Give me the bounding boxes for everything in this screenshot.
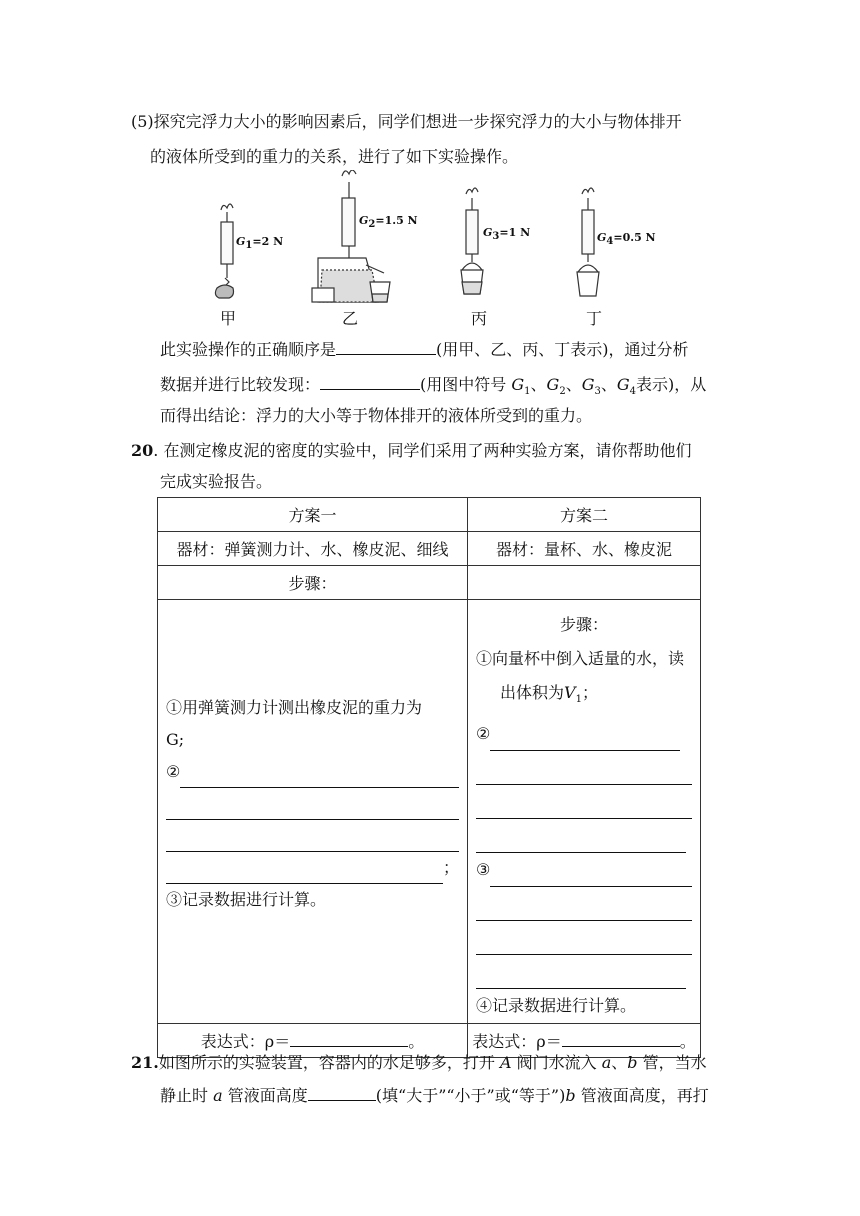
plan2-step1-cont: 出体积为$V_1$； [500,683,598,706]
plan2-step3-blank-2[interactable] [476,887,692,921]
q5-line-2 [150,146,518,168]
q20-number: 20 [131,441,154,460]
plan2-expression: 表达式：ρ＝ 。 [468,1024,701,1058]
plan1-expression-blank[interactable] [290,1030,408,1047]
q20-line-2: 完成实验报告。 [160,472,273,491]
figure-label-ding: 丁 [586,309,603,328]
table-steps-plan2: 步骤： ①向量杯中倒入适量的水，读 出体积为$V_1$； ② ③ ④记录数据进行计算。 [468,600,701,1024]
table-head-plan1: 方案一 [158,498,468,532]
plan2-step2-blank-4[interactable] [476,819,686,853]
plan2-step4: ④记录数据进行计算。 [476,996,637,1016]
answer-blank-compare[interactable] [320,373,420,390]
answer-blank-order[interactable] [336,338,436,355]
plan1-step3: ③记录数据进行计算。 [166,890,327,909]
table-steps-plan1: ①用弹簧测力计测出橡皮泥的重力为 G; ② ； ③记录数据进行计算。 [158,600,468,1024]
plan2-expression-blank[interactable] [562,1030,680,1047]
table-steps-label-plan1: 步骤： [158,566,468,600]
plan1-step2-label: ② [166,762,181,781]
reading-g1: $G_1=2$ N [236,235,284,252]
q5-line-3: 此实验操作的正确顺序是 (用甲、乙、丙、丁表示)，通过分析 [160,340,689,359]
q5-line-4: 数据并进行比较发现： (用图中符号 $G_1$、$G_2$、$G_3$、$G_4$表示)，从 [160,375,707,398]
spring-scale-bing [461,188,483,294]
spring-scale-ding [577,188,599,296]
plan2-steps-label: 步骤： [559,615,608,634]
plan2-step2-blank-1[interactable] [490,730,680,751]
plan1-step2-blank-2[interactable] [166,788,459,820]
plan1-step1: ①用弹簧测力计测出橡皮泥的重力为 [166,698,423,717]
figure-label-jia: 甲 [220,309,237,328]
q21-line-1: 21.如图所示的实验装置，容器内的水足够多，打开 A 阀门水流入 a、b 管，当水 [131,1053,707,1072]
plan1-step2-blank-4[interactable] [166,852,443,884]
table-head-plan2: 方案二 [468,498,701,532]
plan1-step2-blank-1[interactable] [180,767,459,788]
reading-g4: $G_4=0.5$ N [597,231,656,248]
spring-scale-yi [312,170,390,302]
plan1-expression: 表达式：ρ＝ 。 [158,1024,468,1058]
report-table [157,497,701,1058]
q5-text-1: (5)探究完浮力大小的影响因素后，同学们想进一步探究浮力的大小与物体排开 [131,112,682,131]
plan2-step3-blank-3[interactable] [476,921,692,955]
spring-scale-jia [215,204,233,298]
plan1-step1-cont: G; [166,730,185,749]
q5-line-5: 而得出结论：浮力的大小等于物体排开的液体所受到的重力。 [160,406,593,425]
figure-label-yi: 乙 [342,309,359,328]
reading-g3: $G_3=1$ N [483,226,531,243]
table-equip-plan2: 器材：量杯、水、橡皮泥 [468,532,701,566]
table-equip-plan1: 器材：弹簧测力计、水、橡皮泥、细线 [158,532,468,566]
plan1-step2-blank-3[interactable] [166,820,459,852]
answer-blank-height[interactable] [308,1084,376,1101]
experiment-figure [0,170,860,320]
figure-label-bing: 丙 [471,309,488,328]
plan2-step3-blank-1[interactable] [490,866,692,887]
reading-g2: $G_2=1.5$ N [359,214,418,231]
q20-line-1: 20. 在测定橡皮泥的密度的实验中，同学们采用了两种实验方案，请你帮助他们 [131,441,692,460]
table-empty-cell [468,566,701,600]
q21-number: 21. [131,1053,159,1072]
q5-text-2: 的液体所受到的重力的关系，进行了如下实验操作。 [150,147,519,166]
plan2-step2-blank-2[interactable] [476,751,692,785]
q5-line-1 [131,111,682,133]
plan2-step3-blank-4[interactable] [476,955,686,989]
plan2-step2-blank-3[interactable] [476,785,692,819]
q21-line-2: 静止时 a 管液面高度 (填“大于”“小于”或“等于”)b 管液面高度，再打 [160,1086,709,1105]
plan2-step1: ①向量杯中倒入适量的水，读 [476,649,685,668]
